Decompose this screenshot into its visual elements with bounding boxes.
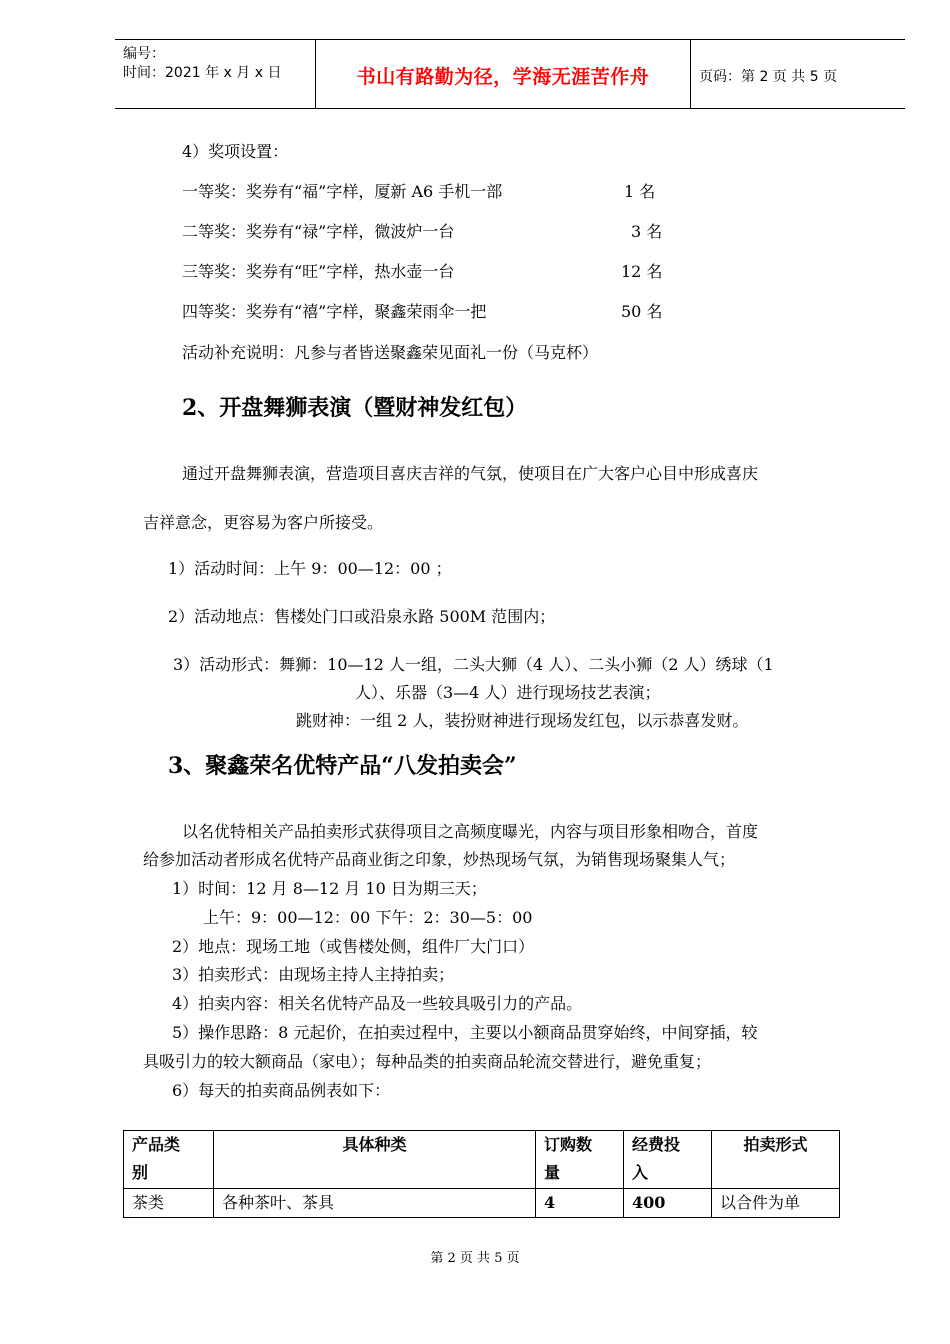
cell-detail: 各种茶叶、茶具: [214, 1189, 536, 1218]
table-row: [124, 1189, 840, 1218]
prize-item-3: 三等奖：奖券有“旺”字样，热水壶一台: [182, 262, 455, 281]
prizes-note: 活动补充说明：凡参与者皆送聚鑫荣见面礼一份（马克杯）: [182, 343, 599, 362]
header-page-label: 页码：第 2 页 共 5 页: [699, 69, 838, 85]
cell-quantity: 4: [536, 1189, 624, 1218]
section2-title: 2、开盘舞狮表演（暨财神发红包）: [182, 395, 528, 421]
section2-place: 2）活动地点：售楼处门口或沿泉永路 500M 范围内；: [168, 607, 556, 626]
section2-form-line3: 跳财神：一组 2 人，装扮财神进行现场发红包，以示恭喜发财。: [296, 711, 749, 730]
section2-intro-line2: 吉祥意念，更容易为客户所接受。: [143, 513, 384, 532]
header-form: 拍卖形式: [712, 1131, 840, 1189]
header-quantity-line2: 量: [544, 1163, 561, 1182]
section3-time: 1）时间：12 月 8—12 月 10 日为期三天；: [172, 879, 487, 898]
section3-idea-line1: 5）操作思路：8 元起价，在拍卖过程中，主要以小额商品贯穿始终，中间穿插，较: [172, 1023, 758, 1042]
section3-title: 3、聚鑫荣名优特产品“八发拍卖会”: [168, 753, 517, 779]
section2-time: 1）活动时间：上午 9：00—12：00 ；: [168, 559, 452, 578]
header-meta: [115, 40, 315, 108]
section3-time-detail: 上午：9：00—12：00 下午：2：30—5：00: [203, 908, 533, 927]
prize-qty-4: 50 名: [621, 302, 663, 321]
prize-qty-1: 1 名: [624, 182, 656, 201]
cell-form: 以合件为单: [712, 1189, 840, 1218]
header-motto-cell: [315, 40, 691, 108]
document-number-label: 编号：: [123, 46, 165, 62]
section2-intro-line1: 通过开盘舞狮表演，营造项目喜庆吉祥的气氛，使项目在广大客户心目中形成喜庆: [182, 464, 759, 483]
header-motto: 书山有路勤为径，学海无涯苦作舟: [356, 66, 650, 88]
table-header-row: [124, 1131, 840, 1189]
prize-item-2: 二等奖：奖券有“禄”字样，微波炉一台: [182, 222, 455, 241]
header-quantity-line1: 订购数: [544, 1135, 593, 1154]
prize-qty-3: 12 名: [621, 262, 663, 281]
cell-cost: 400: [624, 1189, 712, 1218]
prize-item-4: 四等奖：奖券有“禧”字样，聚鑫荣雨伞一把: [182, 302, 487, 321]
section2-form-line1: 3）活动形式：舞狮：10—12 人一组，二头大狮（4 人）、二头小狮（2 人）绣球（1: [173, 655, 774, 674]
prizes-heading: 4）奖项设置：: [182, 142, 289, 161]
header-category-line1: 产品类: [132, 1135, 181, 1154]
cell-category: 茶类: [124, 1189, 214, 1218]
header-cost-line2: 入: [632, 1163, 649, 1182]
prize-qty-2: 3 名: [631, 222, 663, 241]
auction-items-table: [123, 1130, 840, 1218]
header-quantity: [536, 1131, 624, 1189]
header-page-cell: [691, 40, 905, 108]
header-category-line2: 别: [132, 1163, 149, 1182]
section3-form: 3）拍卖形式：由现场主持人主持拍卖；: [172, 965, 455, 984]
document-time-label: 时间：2021 年 x 月 x 日: [123, 65, 282, 81]
header-detail: 具体种类: [214, 1131, 536, 1189]
header-cost: [624, 1131, 712, 1189]
section2-form-line2: 人）、乐器（3—4 人）进行现场技艺表演；: [355, 683, 661, 702]
header-category: [124, 1131, 214, 1189]
section3-intro-line2: 给参加活动者形成名优特产品商业街之印象，炒热现场气氛，为销售现场聚集人气；: [143, 850, 736, 869]
prize-item-1: 一等奖：奖券有“福”字样，厦新 A6 手机一部: [182, 182, 503, 201]
section3-idea-line2: 具吸引力的较大额商品（家电）；每种品类的拍卖商品轮流交替进行，避免重复；: [143, 1052, 712, 1071]
page-footer: 第 2 页 共 5 页: [430, 1251, 520, 1266]
page-header: [115, 39, 905, 109]
section3-content: 4）拍卖内容：相关名优特产品及一些较具吸引力的产品。: [172, 994, 583, 1013]
section3-place: 2）地点：现场工地（或售楼处侧，组件厂大门口）: [172, 937, 535, 956]
header-cost-line1: 经费投: [632, 1135, 681, 1154]
section3-list-intro: 6）每天的拍卖商品例表如下：: [172, 1081, 391, 1100]
section3-intro-line1: 以名优特相关产品拍卖形式获得项目之高频度曝光，内容与项目形象相吻合，首度: [182, 822, 759, 841]
